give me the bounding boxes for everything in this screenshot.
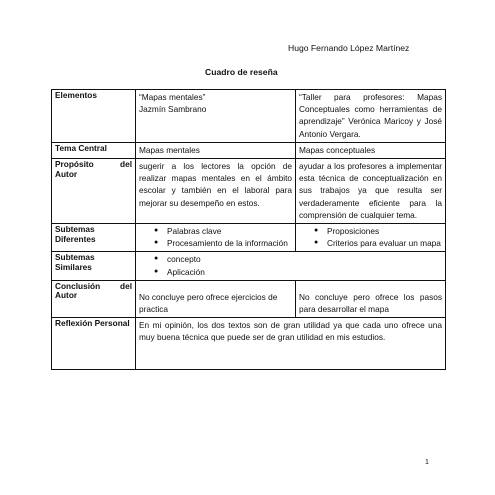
label-subtemas-similares: Subtemas Similares bbox=[52, 252, 136, 280]
bullet-icon: ● bbox=[154, 255, 159, 263]
row-tema-central bbox=[52, 142, 446, 158]
text-author-sambrano: Jazmín Sambrano bbox=[139, 104, 207, 115]
list-item: ● Procesamiento de la información bbox=[154, 238, 288, 249]
row-subtemas-diferentes bbox=[52, 224, 446, 252]
label-elementos: Elementos bbox=[52, 90, 136, 143]
bullet-icon: ● bbox=[314, 227, 319, 235]
cell-elementos-mapas-conceptuales: “Taller para profesores: Mapas Conceptuales como herramientas de aprendizaje” Verónica Maricoy y José Antonio Vergara. bbox=[296, 90, 446, 143]
row-reflexion bbox=[52, 318, 446, 370]
text-title-mapas-mentales: “Mapas mentales” bbox=[139, 92, 206, 102]
row-proposito bbox=[52, 159, 446, 224]
bullet-icon: ● bbox=[314, 239, 319, 247]
list-diferentes-col1 bbox=[139, 225, 292, 249]
list-item: ● Criterios para evaluar un mapa bbox=[314, 238, 441, 249]
label-proposito: Propósito del Autor bbox=[52, 159, 136, 224]
cell-conclusion-col2: No concluye pero ofrece los pasos para desarrollar el mapa bbox=[296, 280, 446, 317]
cell-proposito-col1: sugerir a los lectores la opción de realizar mapas mentales en el ámbito escolar y también en el laboral para mejorar su desempeño en estos. bbox=[136, 159, 296, 224]
list-item: ● Aplicación bbox=[154, 266, 205, 277]
cell-similares bbox=[136, 252, 446, 280]
bullet-icon: ● bbox=[154, 227, 159, 235]
label-reflexion: Reflexión Personal bbox=[52, 318, 136, 370]
cell-proposito-col2: ayudar a los profesores a implementar esta técnica de conceptualización en sus trabajos ya que resulta ser verdaderamente eficiente para la comprensión de cualquier tema. bbox=[296, 159, 446, 224]
row-elementos bbox=[52, 90, 446, 143]
author-name: Hugo Fernando López Martínez bbox=[288, 43, 410, 53]
bullet-icon: ● bbox=[154, 239, 159, 247]
cell-diferentes-col1 bbox=[136, 224, 296, 252]
row-conclusion bbox=[52, 280, 446, 317]
list-diferentes-col2 bbox=[299, 225, 442, 249]
cell-tema-col2: Mapas conceptuales bbox=[296, 142, 446, 158]
document-title: Cuadro de reseña bbox=[205, 67, 278, 77]
list-item: ● Palabras clave bbox=[154, 226, 222, 237]
label-conclusion: Conclusión del Autor bbox=[52, 280, 136, 317]
list-similares bbox=[139, 253, 442, 277]
cell-tema-col1: Mapas mentales bbox=[136, 142, 296, 158]
label-tema-central: Tema Central bbox=[52, 142, 136, 158]
bullet-icon: ● bbox=[154, 267, 159, 275]
row-subtemas-similares bbox=[52, 252, 446, 280]
list-item: ● Proposiciones bbox=[314, 226, 380, 237]
cell-conclusion-col1: No concluye pero ofrece ejercicios de practica bbox=[136, 280, 296, 317]
list-item: ● concepto bbox=[154, 254, 201, 265]
review-table bbox=[51, 89, 446, 370]
cell-elementos-mapas-mentales bbox=[136, 90, 296, 143]
cell-diferentes-col2 bbox=[296, 224, 446, 252]
label-subtemas-diferentes: Subtemas Diferentes bbox=[52, 224, 136, 252]
page-number: 1 bbox=[425, 459, 429, 466]
cell-reflexion: En mi opinión, los dos textos son de gran utilidad ya que cada uno ofrece una muy buena técnica que puede ser de gran utilidad en mis estudios. bbox=[136, 318, 446, 370]
